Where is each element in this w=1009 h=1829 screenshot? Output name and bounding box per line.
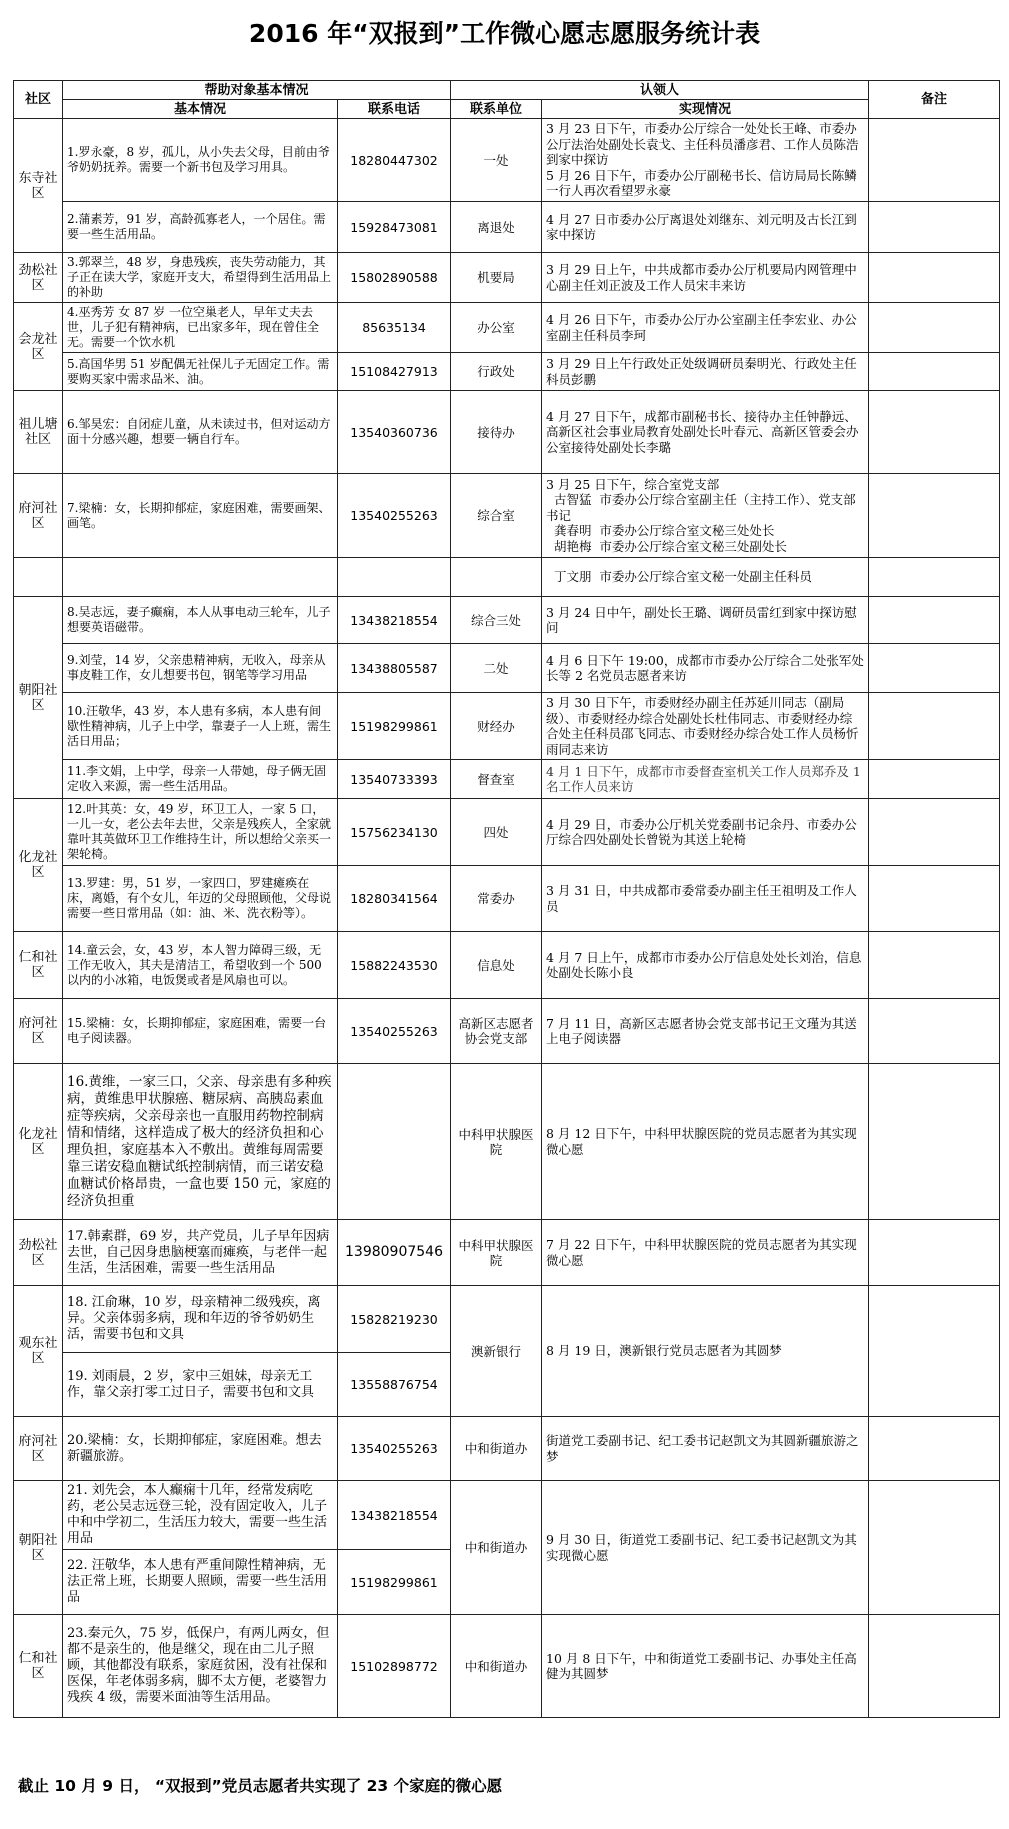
unit-cell: [451, 558, 542, 597]
header-details: 实现情况: [542, 100, 869, 119]
remark-cell: [869, 932, 1000, 999]
table-row: [14, 202, 1000, 253]
table-row: [14, 1417, 1000, 1481]
unit-cell: 中科甲状腺医院: [451, 1220, 542, 1286]
remark-cell: [869, 474, 1000, 558]
community-cell: 化龙社区: [14, 1064, 63, 1220]
phone-cell: 13438218554: [338, 1481, 451, 1550]
basic-cell: 13.罗建：男，51 岁，一家四口，罗建瘫痪在床，离婚，有个女儿，年迈的父母照顾他，父母说需要一些日常用品（如：油、米、洗衣粉等）。: [63, 866, 338, 932]
phone-cell: 15928473081: [338, 202, 451, 253]
table-row: [14, 1064, 1000, 1220]
unit-cell: 督查室: [451, 760, 542, 799]
remark-cell: [869, 760, 1000, 799]
phone-cell: 15756234130: [338, 799, 451, 866]
remark-cell: [869, 999, 1000, 1064]
table-row: [14, 1615, 1000, 1718]
remark-cell: [869, 693, 1000, 760]
phone-cell: 18280447302: [338, 119, 451, 202]
remark-cell: [869, 1615, 1000, 1718]
unit-cell: 信息处: [451, 932, 542, 999]
basic-cell: 6.邹昊宏：自闭症儿童，从未读过书，但对运动方面十分感兴趣，想要一辆自行车。: [63, 391, 338, 474]
unit-cell: 中和街道办: [451, 1417, 542, 1481]
phone-cell: [338, 1064, 451, 1220]
statistics-table: [13, 80, 1000, 1718]
unit-cell: 机要局: [451, 253, 542, 303]
details-cell: 街道党工委副书记、纪工委书记赵凯文为其圆新疆旅游之梦: [542, 1417, 869, 1481]
header-community: 社区: [14, 81, 63, 119]
remark-cell: [869, 1064, 1000, 1220]
unit-cell: 四处: [451, 799, 542, 866]
table-row: [14, 1286, 1000, 1353]
remark-cell: [869, 866, 1000, 932]
header-help-group: 帮助对象基本情况: [63, 81, 451, 100]
phone-cell: 13980907546: [338, 1220, 451, 1286]
basic-cell: 4.巫秀芳 女 87 岁 一位空巢老人，早年丈夫去世，儿子犯有精神病，已出家多年，现在曾住全无。需要一个饮水机: [63, 303, 338, 353]
basic-cell: 21. 刘先会，本人癫痫十几年，经常发病吃药，老公吴志远登三轮，没有固定收入，儿子中和中学初二，生活压力较大，需要一些生活用品: [63, 1481, 338, 1550]
details-cell: 8 月 12 日下午，中科甲状腺医院的党员志愿者为其实现微心愿: [542, 1064, 869, 1220]
remark-cell: [869, 202, 1000, 253]
basic-cell: 11.李文娟，上中学，母亲一人带她，母子俩无固定收入来源，需一些生活用品。: [63, 760, 338, 799]
remark-cell: [869, 253, 1000, 303]
remark-cell: [869, 119, 1000, 202]
unit-cell: 综合室: [451, 474, 542, 558]
details-cell: 7 月 11 日，高新区志愿者协会党支部书记王文瑾为其送上电子阅读器: [542, 999, 869, 1064]
community-cell: 劲松社区: [14, 1220, 63, 1286]
basic-cell: 18. 江俞琳，10 岁，母亲精神二级残疾，离异。父亲体弱多病，现和年迈的爷爷奶奶生活，需要书包和文具: [63, 1286, 338, 1353]
basic-cell: 20.梁楠：女，长期抑郁症，家庭困难。想去新疆旅游。: [63, 1417, 338, 1481]
header-basic: 基本情况: [63, 100, 338, 119]
basic-cell: 5.高国华男 51 岁配偶无社保儿子无固定工作。需要购买家中需求品米、油。: [63, 353, 338, 391]
phone-cell: 15828219230: [338, 1286, 451, 1353]
table-row: [14, 558, 1000, 597]
phone-cell: 15102898772: [338, 1615, 451, 1718]
phone-cell: 13540360736: [338, 391, 451, 474]
header-remark: 备注: [869, 81, 1000, 119]
table-row: [14, 303, 1000, 353]
unit-cell: 常委办: [451, 866, 542, 932]
details-cell: 3 月 29 日上午，中共成都市委办公厅机要局内网管理中心副主任刘正波及工作人员宋丰来访: [542, 253, 869, 303]
basic-cell: 16.黄维，一家三口，父亲、母亲患有多种疾病，黄维患甲状腺癌、糖尿病、高胰岛素血症等疾病，父亲母亲也一直服用药物控制病情和情绪，这样造成了极大的经济负担和心理负担，家庭基本入不敷出。黄维每周需要靠三诺安稳血糖试纸控制病情，而三诺安稳血糖试价格昂贵，一盒也要 150 元，家庭的经济负担重: [63, 1064, 338, 1220]
phone-cell: 13540255263: [338, 999, 451, 1064]
details-cell: 4 月 26 日下午，市委办公厅办公室副主任李宏业、办公室副主任科员李珂: [542, 303, 869, 353]
phone-cell: 13558876754: [338, 1353, 451, 1417]
phone-cell: 15802890588: [338, 253, 451, 303]
table-row: [14, 353, 1000, 391]
table-row: [14, 474, 1000, 558]
community-cell: 朝阳社区: [14, 1481, 63, 1615]
table-row: [14, 391, 1000, 474]
phone-cell: 13540733393: [338, 760, 451, 799]
details-cell: 3 月 25 日下午，综合室党支部 古智猛 市委办公厅综合室副主任（主持工作）、党支部书记 龚春明 市委办公厅综合室文秘三处处长 胡艳梅 市委办公厅综合室文秘三处副处长: [542, 474, 869, 558]
details-cell: 3 月 30 日下午，市委财经办副主任苏延川同志（副局级）、市委财经办综合处副处长杜伟同志、市委财经办综合处主任科员邵飞同志、市委财经办综合处工作人员杨忻雨同志来访: [542, 693, 869, 760]
unit-cell: 综合三处: [451, 597, 542, 644]
table-row: [14, 644, 1000, 693]
details-cell: 3 月 29 日上午行政处正处级调研员秦明光、行政处主任科员彭鹏: [542, 353, 869, 391]
table-row: [14, 932, 1000, 999]
phone-cell: 18280341564: [338, 866, 451, 932]
details-cell: 3 月 31 日，中共成都市委常委办副主任王祖明及工作人员: [542, 866, 869, 932]
unit-cell: 中和街道办: [451, 1615, 542, 1718]
table-row: [14, 119, 1000, 202]
basic-cell: 19. 刘雨晨，2 岁，家中三姐妹，母亲无工作，靠父亲打零工过日子，需要书包和文具: [63, 1353, 338, 1417]
unit-cell: 高新区志愿者协会党支部: [451, 999, 542, 1064]
header-phone: 联系电话: [338, 100, 451, 119]
community-cell: 府河社区: [14, 1417, 63, 1481]
remark-cell: [869, 303, 1000, 353]
basic-cell: 15.梁楠：女，长期抑郁症，家庭困难，需要一台电子阅读器。: [63, 999, 338, 1064]
basic-cell: 9.刘莹，14 岁，父亲患精神病，无收入，母亲从事皮鞋工作，女儿想要书包，钢笔等学习用品: [63, 644, 338, 693]
phone-cell: 15882243530: [338, 932, 451, 999]
unit-cell: 财经办: [451, 693, 542, 760]
details-cell: 3 月 23 日下午，市委办公厅综合一处处长王峰、市委办公厅法治处副处长袁戈、主任科员潘彦君、工作人员陈浩到家中探访 5 月 26 日下午，市委办公厅副秘书长、信访局局长陈鳞一行人再次看望罗永豪: [542, 119, 869, 202]
table-row: [14, 693, 1000, 760]
phone-cell: 13438218554: [338, 597, 451, 644]
table-row: [14, 597, 1000, 644]
remark-cell: [869, 644, 1000, 693]
phone-cell: 13438805587: [338, 644, 451, 693]
community-cell: 观东社区: [14, 1286, 63, 1417]
community-cell: [14, 558, 63, 597]
basic-cell: 8.吴志远，妻子癫痫，本人从事电动三轮车，儿子想要英语磁带。: [63, 597, 338, 644]
community-cell: 仁和社区: [14, 1615, 63, 1718]
phone-cell: [338, 558, 451, 597]
unit-cell: 办公室: [451, 303, 542, 353]
remark-cell: [869, 353, 1000, 391]
unit-cell: 行政处: [451, 353, 542, 391]
remark-cell: [869, 597, 1000, 644]
table-row: [14, 866, 1000, 932]
basic-cell: 22. 汪敬华，本人患有严重间隙性精神病，无法正常上班，长期要人照顾，需要一些生活用品: [63, 1550, 338, 1615]
community-cell: 朝阳社区: [14, 597, 63, 799]
basic-cell: 1.罗永豪，8 岁，孤儿，从小失去父母，目前由爷爷奶奶抚养。需要一个新书包及学习用具。: [63, 119, 338, 202]
phone-cell: 15108427913: [338, 353, 451, 391]
unit-cell: 澳新银行: [451, 1286, 542, 1417]
phone-cell: 15198299861: [338, 693, 451, 760]
community-cell: 仁和社区: [14, 932, 63, 999]
community-cell: 祖儿塘社区: [14, 391, 63, 474]
remark-cell: [869, 1286, 1000, 1417]
community-cell: 府河社区: [14, 474, 63, 558]
remark-cell: [869, 799, 1000, 866]
community-cell: 会龙社区: [14, 303, 63, 391]
details-cell: 10 月 8 日下午，中和街道党工委副书记、办事处主任高健为其圆梦: [542, 1615, 869, 1718]
details-cell: 4 月 1 日下午，成都市市委督查室机关工作人员郑乔及 1 名工作人员来访: [542, 760, 869, 799]
details-cell: 4 月 27 日下午，成都市副秘书长、接待办主任钟静远、高新区社会事业局教育处副处长叶春元、高新区管委会办公室接待处副处长李璐: [542, 391, 869, 474]
phone-cell: 15198299861: [338, 1550, 451, 1615]
table-row: [14, 253, 1000, 303]
remark-cell: [869, 391, 1000, 474]
details-cell: 4 月 6 日下午 19:00，成都市市委办公厅综合二处张军处长等 2 名党员志愿者来访: [542, 644, 869, 693]
basic-cell: 10.汪敬华，43 岁，本人患有多病，本人患有间歇性精神病，儿子上中学，靠妻子一人上班，需生活日用品；: [63, 693, 338, 760]
remark-cell: [869, 1417, 1000, 1481]
table-row: [14, 799, 1000, 866]
table-wrapper: [13, 80, 999, 1718]
remark-cell: [869, 1481, 1000, 1615]
basic-cell: 3.郭翠兰，48 岁，身患残疾，丧失劳动能力，其子正在读大学，家庭开支大，希望得到生活用品上的补助: [63, 253, 338, 303]
unit-cell: 二处: [451, 644, 542, 693]
phone-cell: 85635134: [338, 303, 451, 353]
table-row: [14, 1220, 1000, 1286]
details-cell: 4 月 29 日，市委办公厅机关党委副书记余丹、市委办公厅综合四处副处长曾锐为其送上轮椅: [542, 799, 869, 866]
details-cell: 8 月 19 日，澳新银行党员志愿者为其圆梦: [542, 1286, 869, 1417]
phone-cell: 13540255263: [338, 1417, 451, 1481]
basic-cell: 12.叶其英：女，49 岁，环卫工人，一家 5 口，一儿一女，老公去年去世，父亲是残疾人，全家就靠叶其英做环卫工作维持生计，所以想给父亲买一架轮椅。: [63, 799, 338, 866]
unit-cell: 中科甲状腺医院: [451, 1064, 542, 1220]
basic-cell: 23.秦元久，75 岁，低保户，有两儿两女，但都不是亲生的，他是继父，现在由二儿子照顾，其他都没有联系，家庭贫困，没有社保和医保，年老体弱多病，脚不太方便，老婆智力残疾 4 级，需要米面油等生活用品。: [63, 1615, 338, 1718]
community-cell: 东寺社区: [14, 119, 63, 253]
basic-cell: 17.韩素群，69 岁，共产党员，儿子早年因病去世，自己因身患脑梗塞而瘫痪，与老伴一起生活，生活困难，需要一些生活用品: [63, 1220, 338, 1286]
community-cell: 化龙社区: [14, 799, 63, 932]
details-cell: 4 月 7 日上午，成都市市委办公厅信息处处长刘治，信息处副处长陈小良: [542, 932, 869, 999]
page-title: 2016 年“双报到”工作微心愿志愿服务统计表: [248, 19, 761, 48]
unit-cell: 接待办: [451, 391, 542, 474]
header-claim-group: 认领人: [451, 81, 869, 100]
basic-cell: 2.蒲素芳，91 岁，高龄孤寡老人，一个居住。需要一些生活用品。: [63, 202, 338, 253]
details-cell: 3 月 24 日中午，副处长王璐、调研员雷红到家中探访慰问: [542, 597, 869, 644]
remark-cell: [869, 558, 1000, 597]
unit-cell: 离退处: [451, 202, 542, 253]
table-row: [14, 999, 1000, 1064]
unit-cell: 一处: [451, 119, 542, 202]
unit-cell: 中和街道办: [451, 1481, 542, 1615]
basic-cell: 7.梁楠：女，长期抑郁症，家庭困难，需要画架、画笔。: [63, 474, 338, 558]
basic-cell: [63, 558, 338, 597]
remark-cell: [869, 1220, 1000, 1286]
community-cell: 府河社区: [14, 999, 63, 1064]
details-cell: 9 月 30 日，街道党工委副书记、纪工委书记赵凯文为其实现微心愿: [542, 1481, 869, 1615]
details-cell: 4 月 27 日市委办公厅离退处刘继东、刘元明及古长江到家中探访: [542, 202, 869, 253]
table-row: [14, 1481, 1000, 1550]
community-cell: 劲松社区: [14, 253, 63, 303]
details-cell: 7 月 22 日下午，中科甲状腺医院的党员志愿者为其实现微心愿: [542, 1220, 869, 1286]
phone-cell: 13540255263: [338, 474, 451, 558]
details-cell: 丁文朋 市委办公厅综合室文秘一处副主任科员: [542, 558, 869, 597]
header-unit: 联系单位: [451, 100, 542, 119]
basic-cell: 14.童云会，女，43 岁，本人智力障碍三级，无工作无收入，其夫是清洁工，希望收到一个 500 以内的小冰箱，电饭煲或者是风扇也可以。: [63, 932, 338, 999]
table-row: [14, 760, 1000, 799]
footer-summary: 截止 10 月 9 日， “双报到”党员志愿者共实现了 23 个家庭的微心愿: [18, 1777, 503, 1795]
